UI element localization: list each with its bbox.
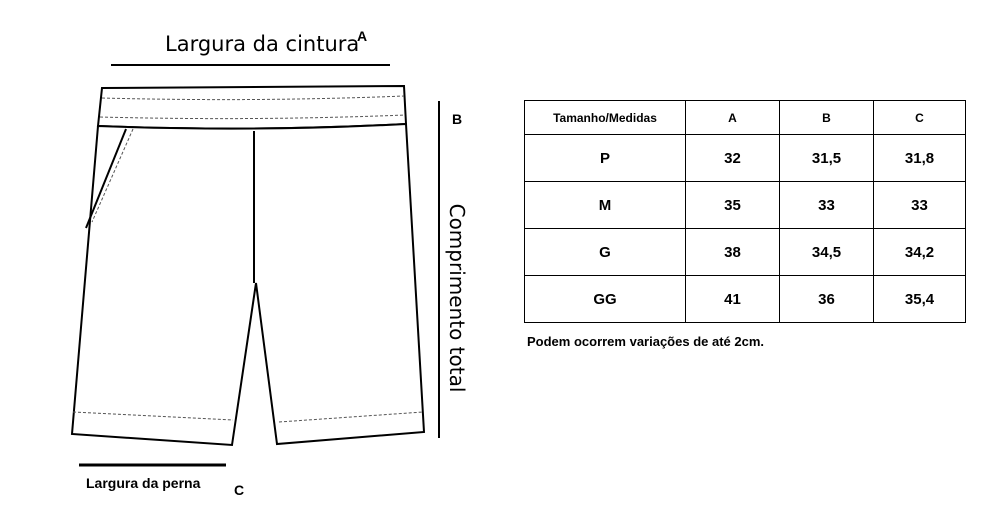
leg-label: Largura da perna bbox=[86, 475, 201, 491]
waist-label: Largura da cintura bbox=[165, 32, 360, 56]
table-row bbox=[525, 276, 966, 323]
size-table bbox=[524, 100, 966, 323]
length-label: Comprimento total bbox=[445, 203, 469, 393]
cell-c: 33 bbox=[874, 182, 966, 229]
header-size: Tamanho/Medidas bbox=[525, 101, 686, 135]
cell-b: 34,5 bbox=[780, 229, 874, 276]
header-a: A bbox=[686, 101, 780, 135]
cell-b: 31,5 bbox=[780, 135, 874, 182]
cell-size: GG bbox=[525, 276, 686, 323]
cell-size: M bbox=[525, 182, 686, 229]
cell-a: 41 bbox=[686, 276, 780, 323]
cell-size: G bbox=[525, 229, 686, 276]
cell-c: 35,4 bbox=[874, 276, 966, 323]
table-row bbox=[525, 135, 966, 182]
cell-c: 31,8 bbox=[874, 135, 966, 182]
header-b: B bbox=[780, 101, 874, 135]
cell-b: 36 bbox=[780, 276, 874, 323]
table-row bbox=[525, 182, 966, 229]
cell-c: 34,2 bbox=[874, 229, 966, 276]
cell-a: 32 bbox=[686, 135, 780, 182]
cell-size: P bbox=[525, 135, 686, 182]
table-header-row bbox=[525, 101, 966, 135]
header-c: C bbox=[874, 101, 966, 135]
variation-note: Podem ocorrem variações de até 2cm. bbox=[527, 334, 765, 349]
leg-letter: C bbox=[234, 482, 245, 498]
waist-letter: A bbox=[357, 28, 368, 44]
cell-a: 38 bbox=[686, 229, 780, 276]
waistband bbox=[98, 86, 406, 129]
length-letter: B bbox=[452, 111, 463, 127]
cell-b: 33 bbox=[780, 182, 874, 229]
table-row bbox=[525, 229, 966, 276]
shorts-body bbox=[72, 124, 424, 445]
cell-a: 35 bbox=[686, 182, 780, 229]
